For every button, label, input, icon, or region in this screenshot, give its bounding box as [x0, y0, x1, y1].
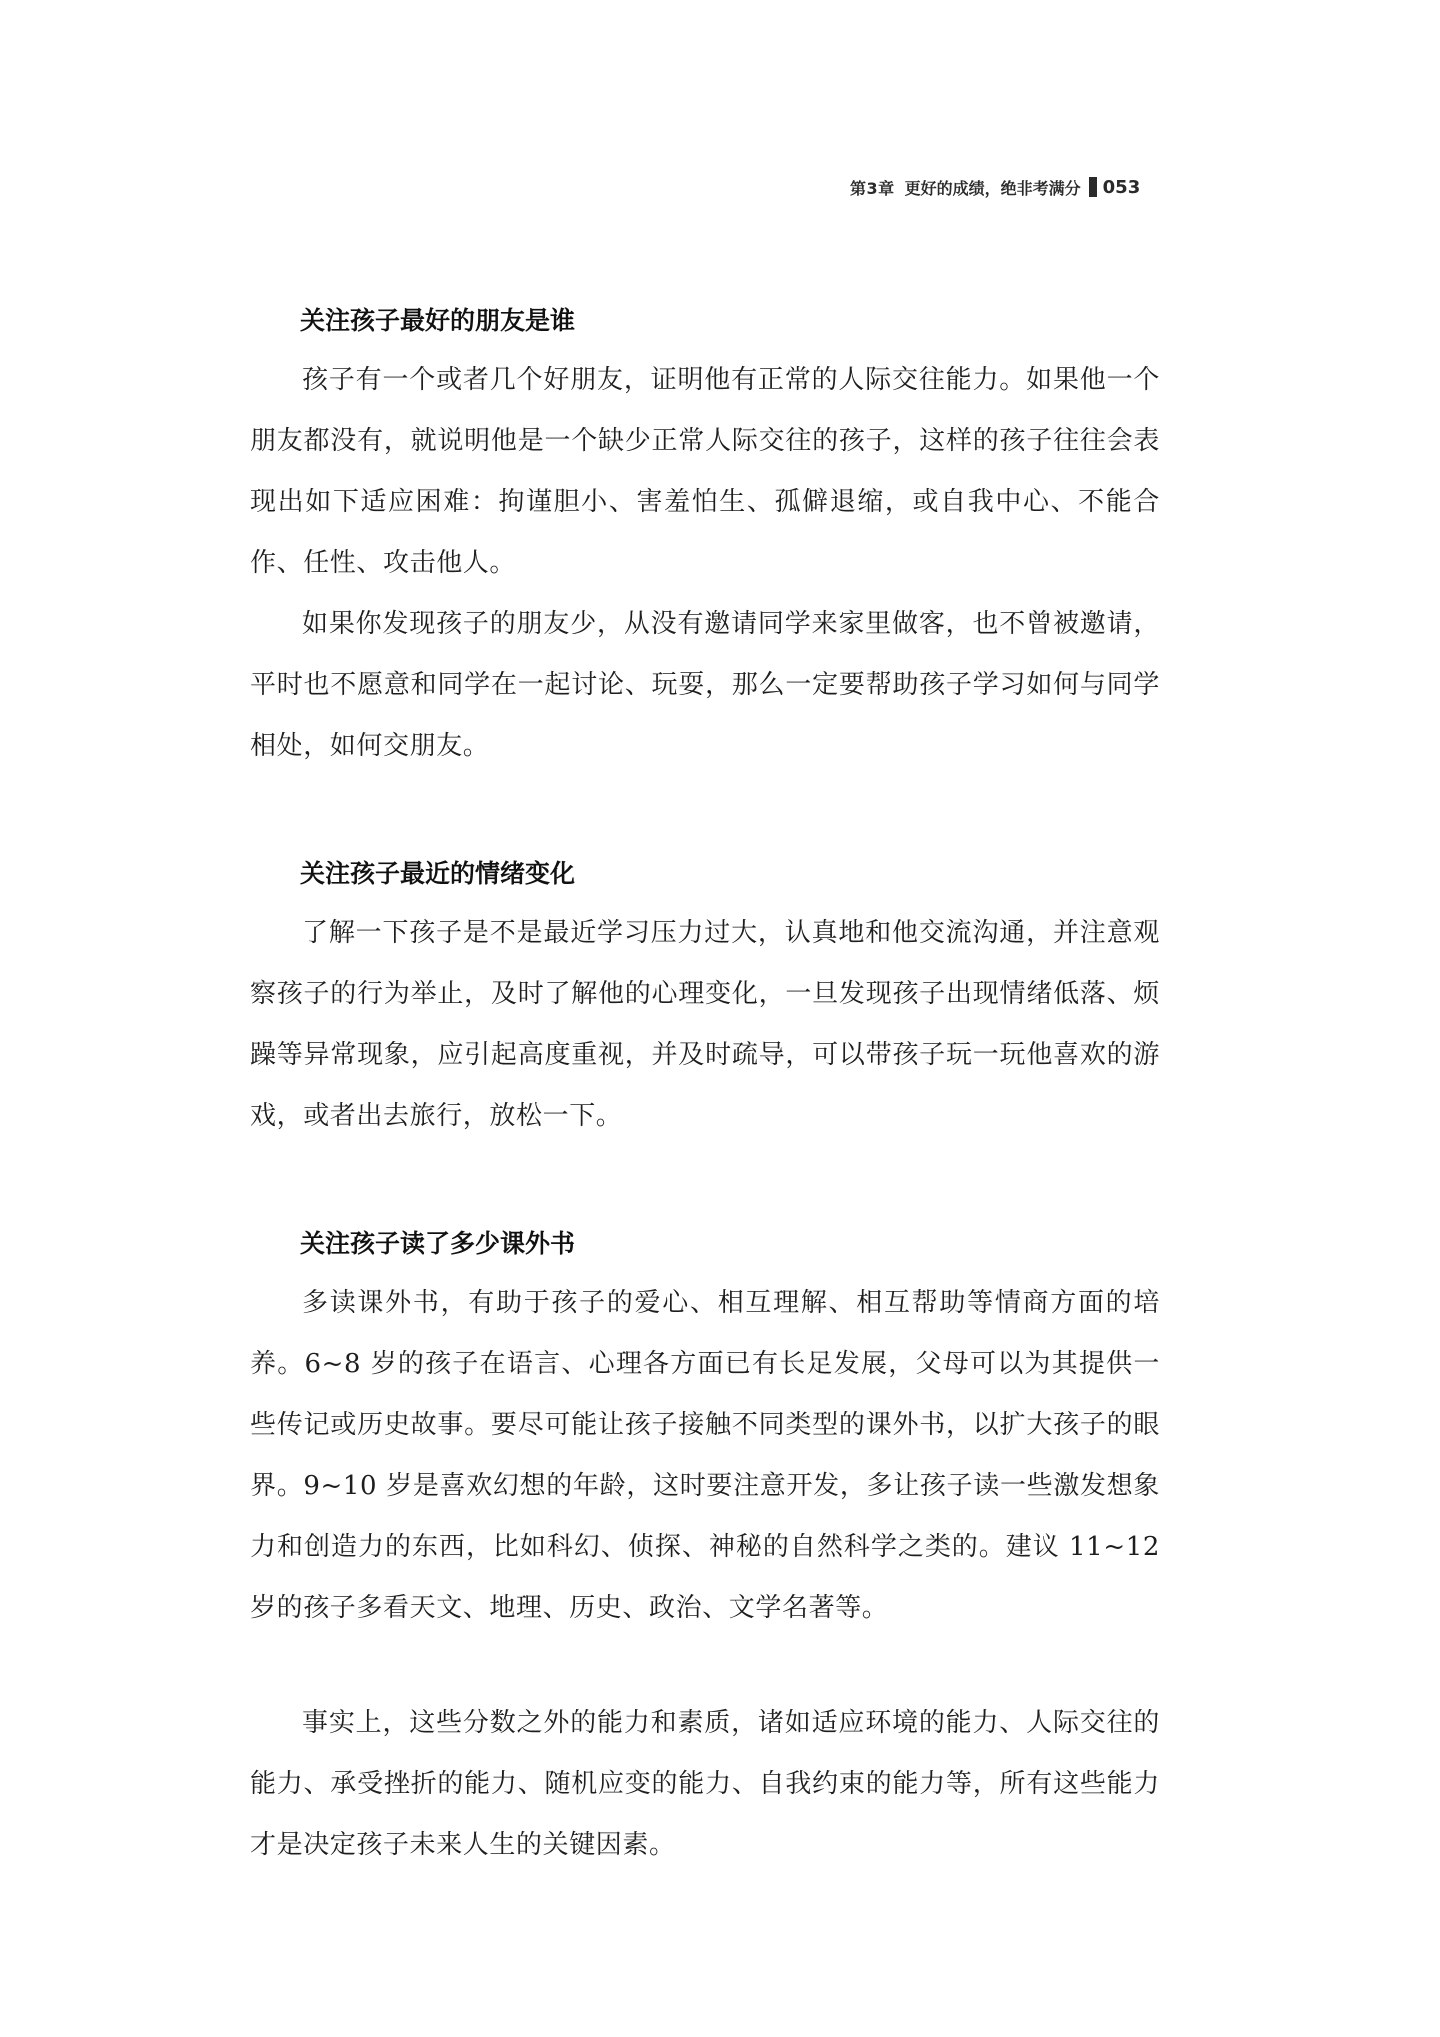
section-heading: 关注孩子最近的情绪变化 — [300, 859, 576, 888]
section-extracurricular-books — [250, 1219, 1160, 1639]
page-number: 053 — [1102, 176, 1141, 198]
paragraph: 了解一下孩子是不是最近学习压力过大，认真地和他交流沟通，并注意观察孩子的行为举止，及时了解他的心理变化，一旦发现孩子出现情绪低落、烦躁等异常现象，应引起高度重视，并及时疏导，可以带孩子玩一玩他喜欢的游戏，或者出去旅行，放松一下。 — [250, 918, 1160, 1131]
section-spacer — [250, 1639, 1160, 1693]
paragraph: 孩子有一个或者几个好朋友，证明他有正常的人际交往能力。如果他一个朋友都没有，就说明他是一个缺少正常人际交往的孩子，这样的孩子往往会表现出如下适应困难：拘谨胆小、害羞怕生、孤僻退缩，或自我中心、不能合作、任性、攻击他人。 — [250, 365, 1160, 578]
paragraph: 如果你发现孩子的朋友少，从没有邀请同学来家里做客，也不曾被邀请，平时也不愿意和同学在一起讨论、玩耍，那么一定要帮助孩子学习如何与同学相处，如何交朋友。 — [250, 609, 1160, 761]
section-emotion-changes — [250, 849, 1160, 1147]
paragraph: 多读课外书，有助于孩子的爱心、相互理解、相互帮助等情商方面的培养。6~8 岁的孩子在语言、心理各方面已有长足发展，父母可以为其提供一些传记或历史故事。要尽可能让孩子接触不同类型的课外书，以扩大孩子的眼界。9~10 岁是喜欢幻想的年龄，这时要注意开发，多让孩子读一些激发想象力和创造力的东西，比如科幻、侦探、神秘的自然科学之类的。建议 11~12 岁的孩子多看天文、地理、历史、政治、文学名著等。 — [250, 1288, 1160, 1623]
closing-paragraph: 事实上，这些分数之外的能力和素质，诸如适应环境的能力、人际交往的能力、承受挫折的能力、随机应变的能力、自我约束的能力等，所有这些能力才是决定孩子未来人生的关键因素。 — [250, 1708, 1160, 1860]
section-spacer — [250, 777, 1160, 849]
section-heading: 关注孩子读了多少课外书 — [300, 1229, 576, 1258]
header-chapter: 第3章 — [850, 178, 895, 198]
page-body — [250, 296, 1160, 1876]
running-header — [850, 170, 1150, 204]
section-best-friend — [250, 296, 1160, 777]
section-spacer — [250, 1147, 1160, 1219]
header-chapter-title: 更好的成绩，绝非考满分 — [904, 178, 1081, 198]
header-bar-icon — [1089, 177, 1097, 197]
section-heading: 关注孩子最好的朋友是谁 — [300, 306, 576, 335]
